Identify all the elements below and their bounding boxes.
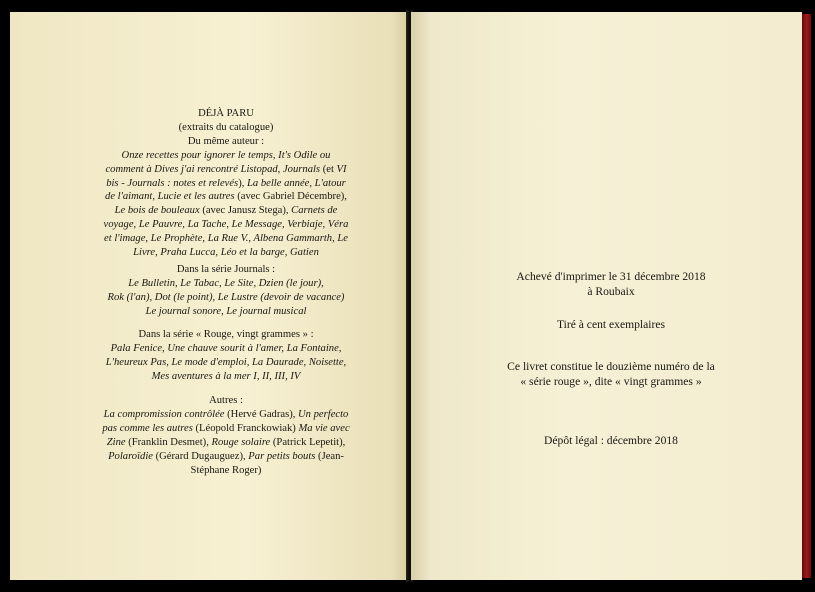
right-page <box>411 12 802 580</box>
title-text: Pala Fenice, Une chauve sourit à l'amer, La Fontaine, <box>110 342 342 354</box>
plain-text: (avec Gabriel Décembre), <box>234 191 347 203</box>
title-text: Le Bulletin, Le Tabac, Le Site, Dzien (le jour), <box>128 277 324 289</box>
title-text: Le journal sonore, Le journal musical <box>145 305 307 317</box>
others-list <box>86 408 366 478</box>
title-text: Carnets de <box>291 205 338 217</box>
catalogue-line <box>86 277 366 291</box>
catalogue-line <box>86 305 366 319</box>
legal-deposit-text: Dépôt légal : décembre 2018 <box>544 434 678 447</box>
plain-text: (et <box>320 163 337 175</box>
title-text: La belle année, L'atour <box>247 177 346 189</box>
catalogue-line <box>86 436 366 450</box>
print-run-text: Tiré à cent exemplaires <box>556 318 666 331</box>
catalogue-line <box>86 356 366 370</box>
title-text: comment à Dives j'ai rencontré Listopad, Journals <box>105 163 321 175</box>
title-text: de l'aimant, Lucie et les autres <box>105 191 235 203</box>
red-page-edge <box>802 14 811 578</box>
catalogue-line <box>86 232 366 246</box>
print-run <box>471 318 751 333</box>
title-text: Par petits bouts <box>248 450 316 462</box>
colophon-line-2: à Roubaix <box>587 284 635 298</box>
plain-text: Stéphane Roger) <box>190 464 262 476</box>
rouge-series-list <box>86 342 366 384</box>
journals-section <box>86 263 366 319</box>
catalogue-line <box>86 190 366 204</box>
title-text: Ma vie avec <box>298 422 350 434</box>
title-text: Rok (l'an), Dot (le point), Le Lustre (devoir de vacance) <box>107 291 345 303</box>
plain-text: (Hervé Gadras), <box>224 408 299 420</box>
catalogue-line <box>86 218 366 232</box>
plain-text: ), <box>238 177 248 189</box>
legal-deposit <box>471 434 751 449</box>
catalogue-line <box>86 177 366 191</box>
plain-text: (avec Janusz Stega), <box>199 205 292 217</box>
title-text: voyage, Le Pauvre, La Tache, Le Message, Verbiaje, Véra <box>103 219 349 231</box>
title-text: Rouge solaire <box>211 436 271 448</box>
colophon-line-1: Achevé d'imprimer le 31 décembre 2018 <box>516 270 706 283</box>
title-text: Livre, Praha Lucca, Léo et la barge, Gatien <box>133 247 319 259</box>
catalogue-line <box>86 408 366 422</box>
catalogue-subheading: (extraits du catalogue) <box>178 121 274 133</box>
title-text: VI <box>336 163 347 175</box>
series-note <box>471 360 751 389</box>
series-note-line-1: Ce livret constitue le douzième numéro de la <box>507 360 715 373</box>
title-text: pas comme les autres <box>102 422 193 434</box>
series-note-line-2: « série rouge », dite « vingt grammes » <box>520 374 702 388</box>
catalogue-heading: DÉJÀ PARU <box>198 108 254 119</box>
catalogue-line <box>86 163 366 177</box>
catalogue-line <box>86 464 366 478</box>
catalogue-line <box>86 246 366 260</box>
plain-text: (Léopold Franckowiak) <box>192 422 299 434</box>
others-section <box>86 394 366 477</box>
same-author-list <box>86 149 366 260</box>
title-text: et l'image, Le Prophète, La Rue V., Albena Gammarth, Le <box>104 233 348 245</box>
catalogue-line <box>86 291 366 305</box>
catalogue-line <box>86 342 366 356</box>
journals-intro: Dans la série Journals : <box>176 264 276 275</box>
catalogue-section <box>86 107 366 260</box>
title-text: Polaroïdie <box>108 450 153 462</box>
journals-list <box>86 277 366 319</box>
title-text: La compromission contrôlée <box>103 408 225 420</box>
rouge-series-section <box>86 328 366 384</box>
catalogue-line <box>86 422 366 436</box>
left-page <box>10 12 408 580</box>
plain-text: (Patrick Lepetit), <box>270 436 346 448</box>
catalogue-line <box>86 370 366 384</box>
rouge-series-intro: Dans la série « Rouge, vingt grammes » : <box>138 329 314 340</box>
plain-text: (Gérard Dugauguez), <box>152 450 249 462</box>
title-text: Mes aventures à la mer I, II, III, IV <box>151 370 301 382</box>
catalogue-line <box>86 149 366 163</box>
title-text: Zine <box>106 436 126 448</box>
catalogue-line <box>86 204 366 218</box>
plain-text: (Franklin Desmet), <box>125 436 212 448</box>
title-text: Le bois de bouleaux <box>114 205 200 217</box>
same-author-intro: Du même auteur : <box>187 135 265 147</box>
plain-text: (Jean- <box>315 450 344 462</box>
others-intro: Autres : <box>209 395 243 406</box>
colophon <box>471 270 751 299</box>
catalogue-line <box>86 450 366 464</box>
title-text: Un perfecto <box>298 408 349 420</box>
title-text: bis - Journals : notes et relevés <box>106 177 239 189</box>
title-text: Onze recettes pour ignorer le temps, It's Odile ou <box>121 149 331 161</box>
title-text: L'heureux Pas, Le mode d'emploi, La Daurade, Noisette, <box>105 356 347 368</box>
